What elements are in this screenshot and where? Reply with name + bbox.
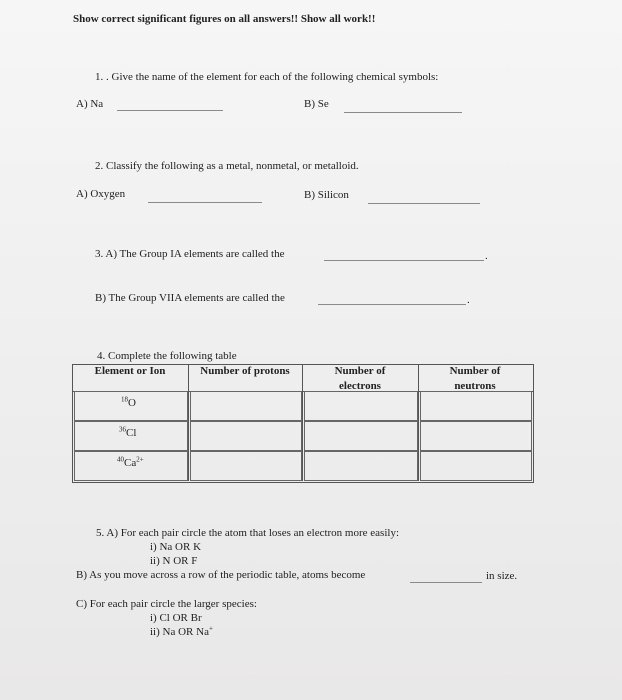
- q1-b-label: B) Se: [304, 98, 329, 110]
- q3-b-answer-line[interactable]: [318, 304, 466, 305]
- q5-a-pair-2[interactable]: ii) N OR F: [150, 555, 198, 567]
- q3-a-end: .: [485, 250, 488, 262]
- q2-b-label: B) Silicon: [304, 189, 349, 201]
- ion-charge: +: [208, 624, 213, 633]
- q3-a-text: 3. A) The Group IA elements are called the: [95, 248, 285, 260]
- q1-prompt: 1. . Give the name of the element for each of the following chemical symbols:: [95, 71, 439, 83]
- mass-number: 36: [119, 425, 126, 434]
- q5-c-prompt: C) For each pair circle the larger species:: [76, 598, 257, 610]
- q5-b-end: in size.: [486, 570, 518, 582]
- ion-charge: 2+: [136, 455, 144, 464]
- q5-a-pair-1[interactable]: i) Na OR K: [150, 541, 202, 553]
- q3-b-end: .: [467, 294, 470, 306]
- col-header-neutrons-line2: neutrons: [454, 380, 496, 392]
- table-cell-electrons[interactable]: [304, 451, 418, 481]
- q2-a-answer-line[interactable]: [148, 202, 262, 203]
- element-row-1: [121, 397, 136, 410]
- element-symbol: O: [128, 397, 136, 409]
- table-cell-electrons[interactable]: [304, 391, 418, 421]
- col-header-element: Element or Ion: [94, 365, 166, 377]
- element-row-3: [117, 457, 144, 470]
- q2-a-label: A) Oxygen: [76, 188, 126, 200]
- q1-a-answer-line[interactable]: [117, 110, 223, 111]
- q3-b-text: B) The Group VIIA elements are called the: [95, 292, 285, 304]
- element-row-2: [119, 427, 136, 440]
- q1-a-label: A) Na: [76, 98, 104, 110]
- q2-b-answer-line[interactable]: [368, 203, 480, 204]
- table-cell-protons[interactable]: [190, 421, 302, 451]
- table-cell-protons[interactable]: [190, 391, 302, 421]
- mass-number: 40: [117, 455, 124, 464]
- col-header-electrons: [302, 365, 418, 393]
- mass-number: 18: [121, 395, 128, 404]
- element-symbol: Ca: [124, 457, 137, 469]
- table-cell-neutrons[interactable]: [420, 421, 532, 451]
- table-cell-protons[interactable]: [190, 451, 302, 481]
- element-symbol: Cl: [126, 427, 137, 439]
- q5-a-prompt: 5. A) For each pair circle the atom that loses an electron more easily:: [96, 527, 399, 539]
- table-cell-electrons[interactable]: [304, 421, 418, 451]
- q5-c-pair-1[interactable]: i) Cl OR Br: [150, 612, 202, 624]
- q5-b-answer-line[interactable]: [410, 582, 482, 583]
- q5-c-pair-2-text: ii) Na OR Na: [150, 626, 209, 638]
- q2-prompt: 2. Classify the following as a metal, nonmetal, or metalloid.: [95, 160, 359, 172]
- q1-b-answer-line[interactable]: [344, 112, 462, 113]
- q4-title: 4. Complete the following table: [97, 350, 237, 362]
- q3-a-answer-line[interactable]: [324, 260, 484, 261]
- col-header-protons: Number of protons: [200, 365, 290, 377]
- instructions-heading: Show correct significant figures on all answers!! Show all work!!: [73, 13, 376, 25]
- q5-c-pair-2[interactable]: [150, 626, 213, 639]
- col-header-electrons-line2: electrons: [339, 380, 381, 392]
- table-cell-neutrons[interactable]: [420, 451, 532, 481]
- col-header-electrons-line1: Number of: [334, 365, 386, 377]
- table-cell-neutrons[interactable]: [420, 391, 532, 421]
- q5-b-text: B) As you move across a row of the periodic table, atoms become: [76, 569, 366, 581]
- table-divider: [188, 365, 189, 481]
- col-header-neutrons: [418, 365, 532, 393]
- col-header-neutrons-line1: Number of: [449, 365, 501, 377]
